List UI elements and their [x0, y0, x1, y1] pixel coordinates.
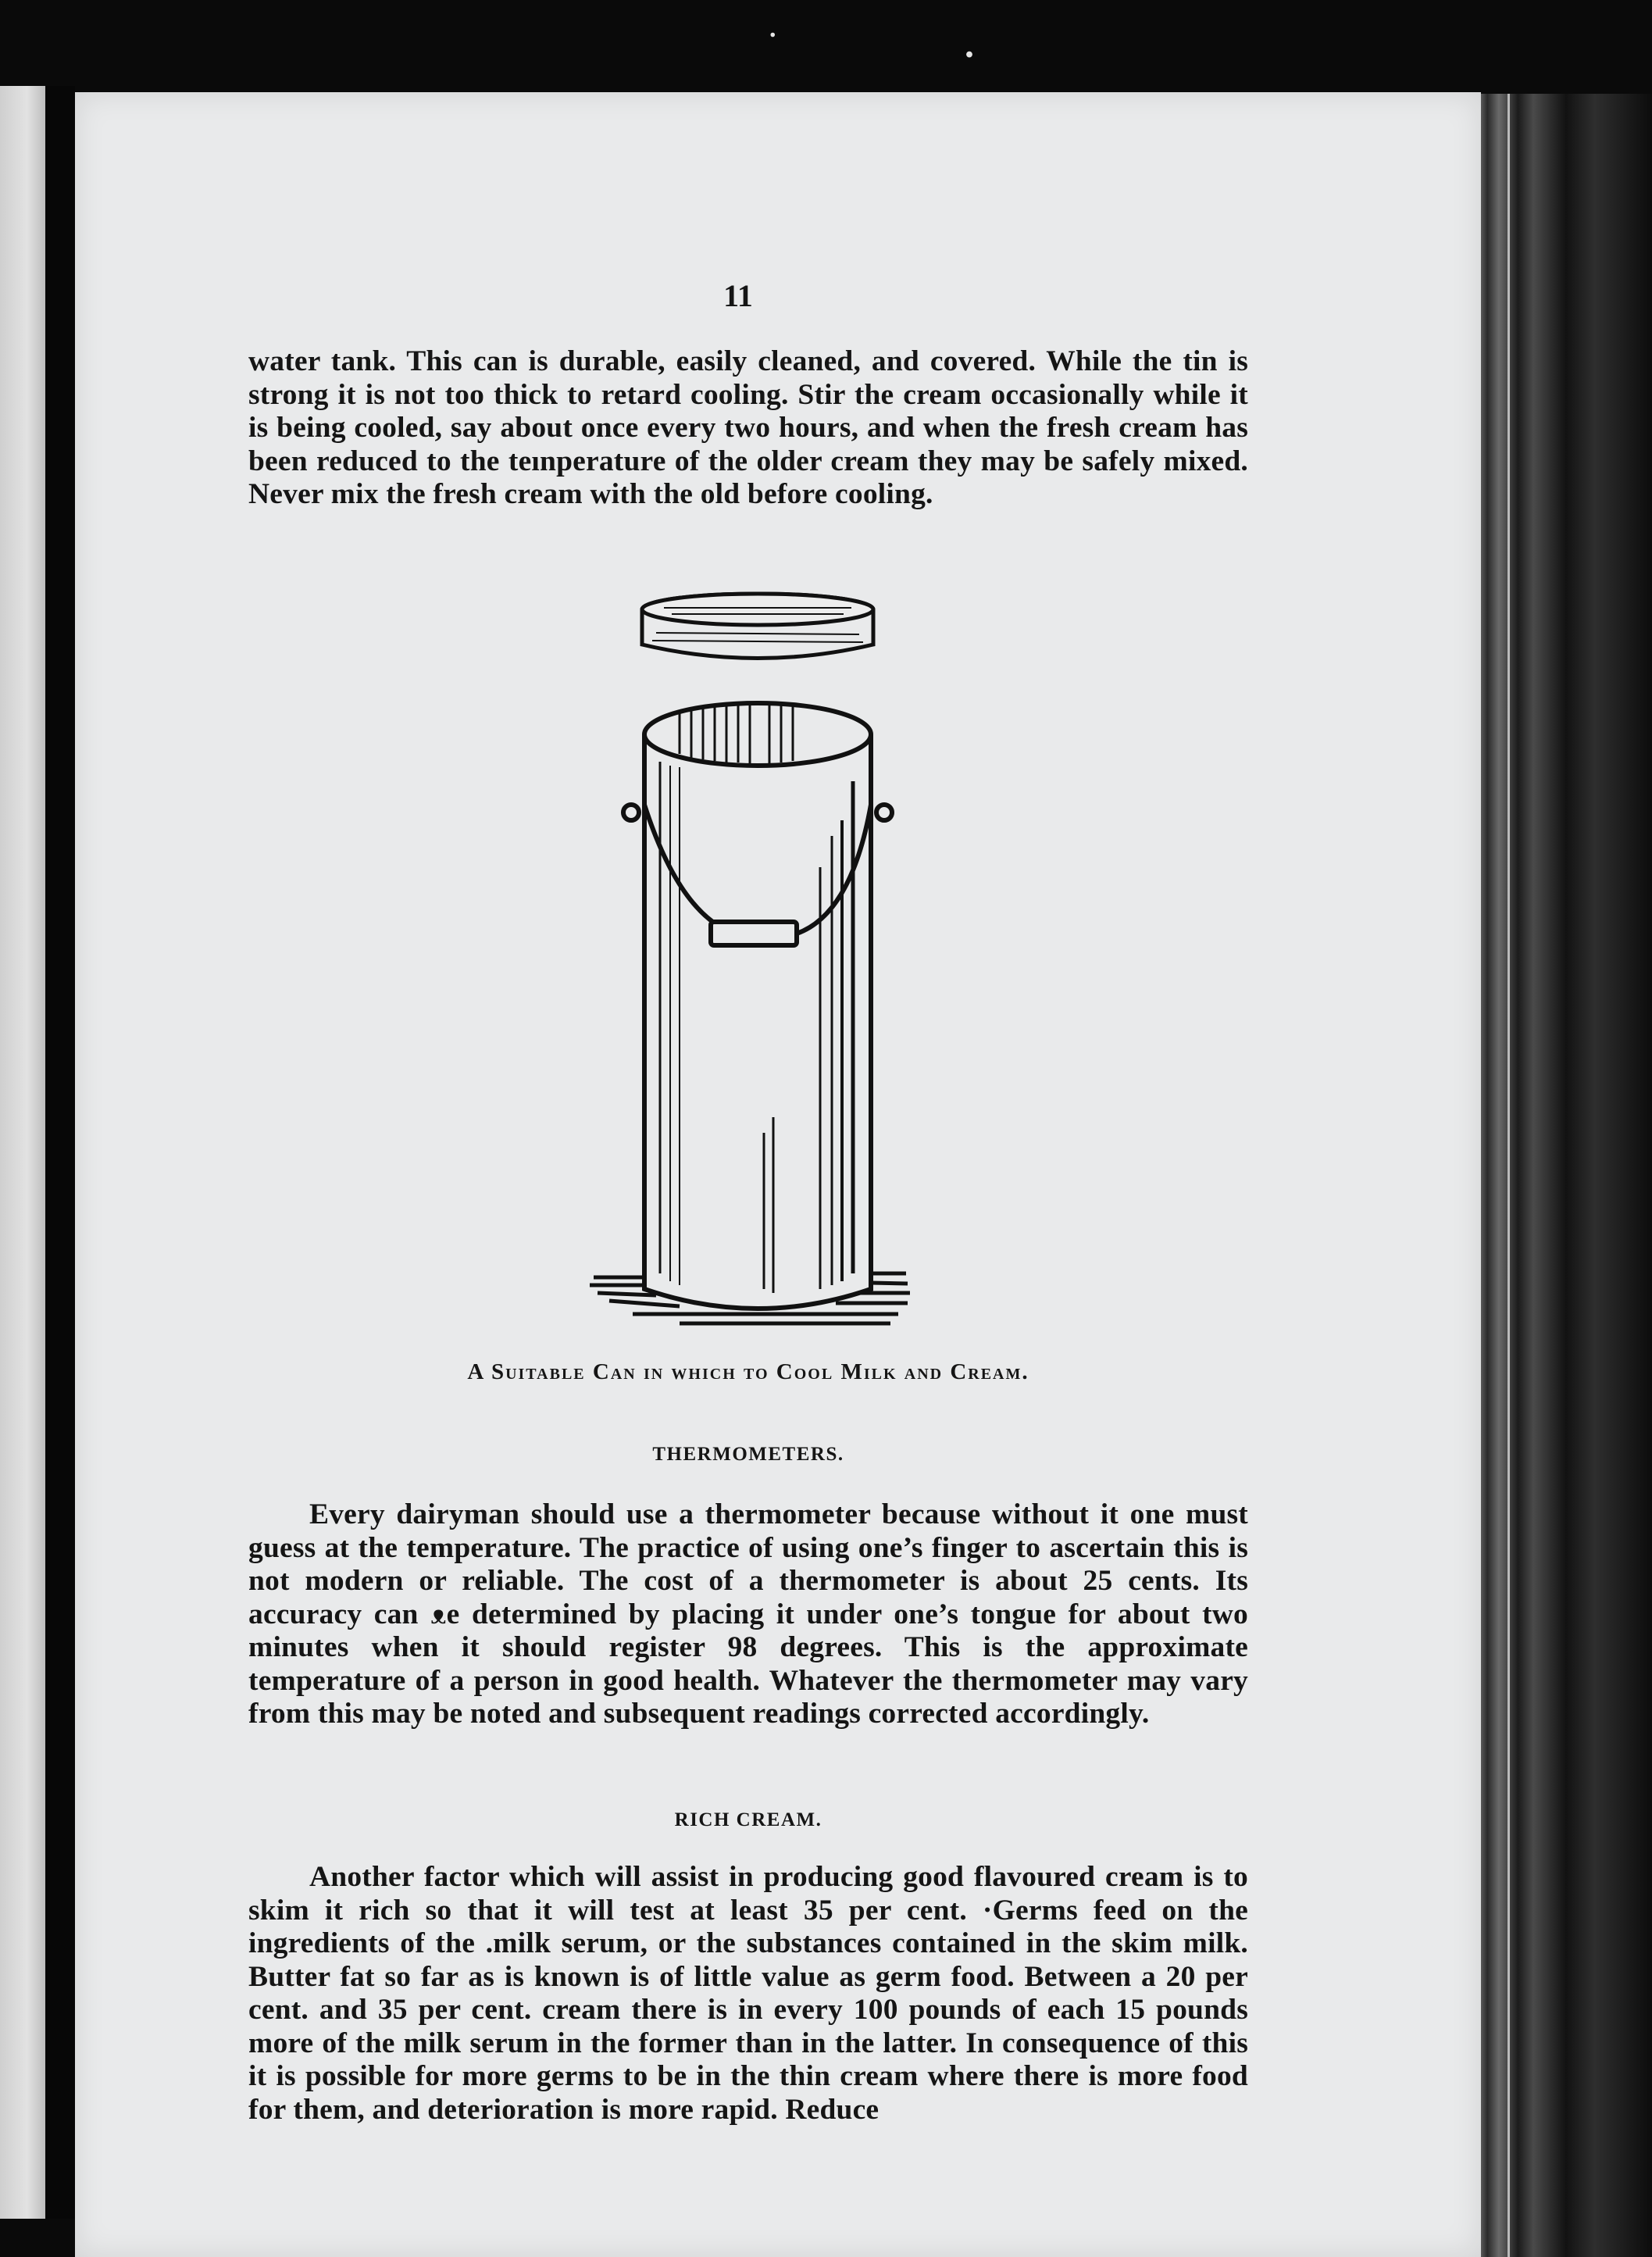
scan-artifact: . [965, 24, 974, 66]
section-heading-thermometers: THERMOMETERS. [652, 1444, 844, 1465]
adjacent-page-edge [0, 86, 45, 2219]
page-number: 11 [723, 278, 753, 313]
can-lid [642, 594, 873, 659]
gutter-shadow [45, 86, 75, 2219]
paragraph-text: Every dairyman should use a thermometer because without it one must guess at the temperature. The practice of using one’s finger to ascertain this is not modern or reliable. The cost of a thermometer is about 25 cents. Its accuracy can ᴥe determined by placing it under one’s tongue for about two minutes when it should register 98 degrees. This is the approximate temperature of a person in good health. Whatever the thermometer may vary from this may be noted and subsequent readings corrected accordingly. [248, 1498, 1248, 1730]
figure-caption: A Suitable Can in which to Cool Milk and Cream. [467, 1359, 1029, 1384]
section-body-thermometers [248, 1498, 1248, 1731]
milk-can-drawing [586, 586, 914, 1344]
can-body [623, 703, 892, 1309]
section-heading-rich-cream: RICH CREAM. [674, 1809, 822, 1830]
book-spine-edge [1461, 94, 1652, 2257]
spine-line [1507, 94, 1510, 2257]
section-body-rich-cream [248, 1861, 1248, 2127]
scan-artifact: . [769, 14, 776, 43]
paragraph-text: Another factor which will assist in producing good flavoured cream is to skim it rich so that it will test at least 35 per cent. ·Germs feed on the ingredients of the .milk serum, or the substances contained in the skim milk. Butter fat so far as is known is of little value as germ food. Between a 20 per cent. and 35 per cent. cream there is in every 100 pounds of each 15 pounds more of the milk serum in the former than in the latter. In consequence of this it is possible for more germs to be in the thin cream where there is more food for them, and deterioration is more rapid. Reduce [248, 1861, 1248, 2126]
milk-can-illustration [586, 586, 914, 1344]
paragraph-text: water tank. This can is durable, easily cleaned, and covered. While the tin is strong it is not too thick to retard cooling. Stir the cream occasionally while it is being cooled, say about once every two hours, and when the fresh cream has been reduced to the teınperature of the older cream they may be safely mixed. Never mix the fresh cream with the old before cooling. [248, 345, 1248, 510]
paragraph-continued [248, 345, 1248, 512]
